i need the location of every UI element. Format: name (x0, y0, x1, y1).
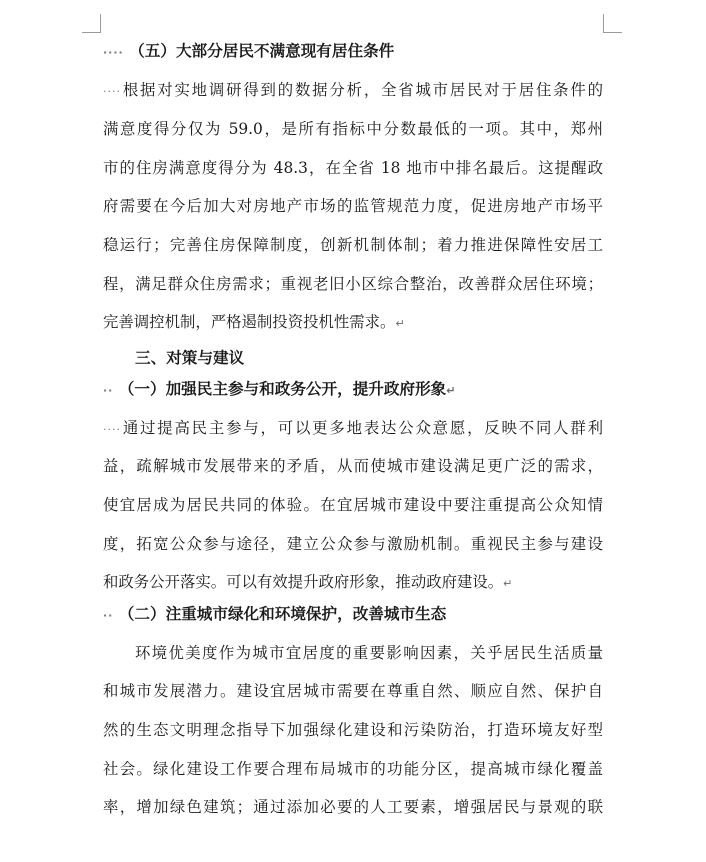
paragraph-line (103, 456, 603, 476)
subsection-heading-2 (103, 604, 446, 626)
section-heading-5 (103, 41, 394, 63)
paragraph-line (103, 720, 603, 740)
indent-dots: ···· (103, 423, 121, 436)
paragraph-mark: ↵ (503, 577, 513, 590)
line-text: 然的生态文明理念指导下加强绿化建设和污染防治，打造环境友好型 (103, 721, 603, 739)
heading-text: （一）加强民主参与和政务公开，提升政府形象 (118, 380, 447, 398)
heading-text: （二）注重城市绿化和环境保护，改善城市生态 (118, 605, 447, 623)
paragraph-line (103, 418, 603, 440)
paragraph-line (103, 643, 603, 663)
line-text: 根据对实地调研得到的数据分析，全省城市居民对于居住条件的 (121, 81, 603, 99)
paragraph-line (103, 759, 603, 779)
indent-dots: ···· (103, 85, 121, 98)
paragraph-line (103, 495, 603, 515)
section-heading-3 (103, 348, 244, 368)
paragraph-line (103, 312, 405, 334)
paragraph-mark: ↵ (395, 317, 405, 330)
paragraph-line (103, 572, 512, 594)
line-text: 度，拓宽公众参与途径，建立公众参与激励机制。重视民主参与建设 (103, 535, 603, 553)
line-text: 环境优美度作为城市宜居度的重要影响因素，关乎居民生活质量 (135, 644, 603, 662)
paragraph-line (103, 235, 603, 255)
heading-text: 三、对策与建议 (135, 349, 245, 367)
indent-dots: ·· (103, 609, 114, 622)
paragraph-line (103, 80, 603, 102)
line-text: 通过提高民主参与，可以更多地表达公众意愿，反映不同人群利 (121, 419, 603, 437)
paragraph-line (103, 534, 603, 554)
paragraph-line (103, 681, 603, 701)
line-text: 和城市发展潜力。建设宜居城市需要在尊重自然、顺应自然、保护自 (103, 682, 603, 700)
line-text: 完善调控机制，严格遏制投资投机性需求。 (103, 313, 396, 331)
paragraph-line (103, 119, 603, 139)
line-text: 益，疏解城市发展带来的矛盾，从而使城市建设满足更广泛的需求， (103, 457, 603, 475)
line-text: 使宜居成为居民共同的体验。在宜居城市建设中要注重提高公众知情 (103, 496, 603, 514)
line-text: 程，满足群众住房需求；重视老旧小区综合整治，改善群众居住环境； (103, 275, 603, 293)
heading-text: （五）大部分居民不满意现有居住条件 (129, 42, 395, 60)
indent-dots: ···· (103, 46, 124, 59)
crop-mark-top-left (82, 14, 101, 33)
line-text: 满意度得分仅为 59.0，是所有指标中分数最低的一项。其中，郑州 (103, 120, 603, 138)
crop-mark-top-right (603, 14, 622, 33)
paragraph-line (103, 274, 603, 294)
line-text: 市的住房满意度得分为 48.3，在全省 18 地市中排名最后。这提醒政 (103, 159, 603, 177)
line-text: 社会。绿化建设工作要合理布局城市的功能分区，提高城市绿化覆盖 (103, 760, 603, 778)
indent-dots: ·· (103, 384, 114, 397)
line-text: 府需要在今后加大对房地产市场的监管规范力度，促进房地产市场平 (103, 197, 603, 215)
line-text: 和政务公开落实。可以有效提升政府形象，推动政府建设。 (103, 573, 504, 591)
paragraph-mark: ↵ (446, 384, 456, 397)
line-text: 率，增加绿色建筑；通过添加必要的人工要素，增强居民与景观的联 (103, 798, 603, 816)
paragraph-line (103, 158, 603, 178)
paragraph-line (103, 797, 603, 817)
subsection-heading-1 (103, 379, 456, 401)
paragraph-line (103, 196, 603, 216)
line-text: 稳运行；完善住房保障制度，创新机制体制；着力推进保障性安居工 (103, 236, 603, 254)
